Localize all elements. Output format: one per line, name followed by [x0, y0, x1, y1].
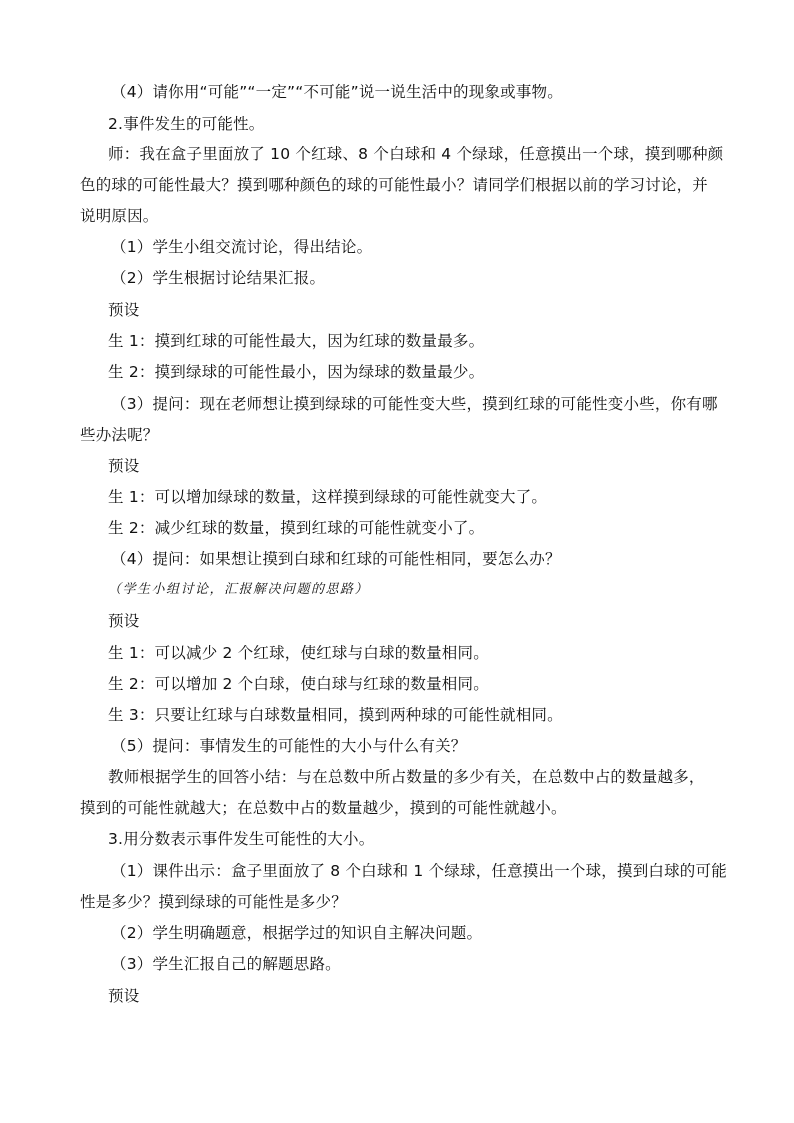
preset-label-4: 预设 — [108, 987, 140, 1005]
preset-label-1: 预设 — [108, 301, 140, 319]
step-2-solve-line: （2）学生明确题意，根据学过的知识自主解决问题。 — [111, 924, 483, 942]
student-answer-2a: 生 2：摸到绿球的可能性最小，因为绿球的数量最少。 — [108, 363, 485, 381]
courseware-line-2: 性是多少？摸到绿球的可能性是多少？ — [80, 893, 347, 911]
student-answer-1b: 生 1：可以增加绿球的数量，这样摸到绿球的可能性就变大了。 — [108, 488, 548, 506]
paragraph-task-4-intro: （4）请你用“可能”“一定”“不可能”说一说生活中的现象或事物。 — [111, 83, 563, 101]
question-5-line: （5）提问：事情发生的可能性的大小与什么有关？ — [111, 737, 467, 755]
section-heading-2: 2.事件发生的可能性。 — [108, 115, 265, 133]
student-answer-1a: 生 1：摸到红球的可能性最大，因为红球的数量最多。 — [108, 332, 485, 350]
teacher-question-line-3: 说明原因。 — [80, 207, 159, 225]
student-answer-2c: 生 2：可以增加 2 个白球，使白球与红球的数量相同。 — [108, 675, 489, 693]
section-heading-3: 3.用分数表示事件发生可能性的大小。 — [108, 830, 375, 848]
question-3-line-2: 些办法呢？ — [80, 426, 159, 444]
courseware-line-1: （1）课件出示：盒子里面放了 8 个白球和 1 个绿球，任意摸出一个球，摸到白球的可能 — [111, 862, 727, 880]
preset-label-2: 预设 — [108, 457, 140, 475]
question-4-line: （4）提问：如果想让摸到白球和红球的可能性相同，要怎么办？ — [111, 550, 561, 568]
step-1-line: （1）学生小组交流讨论，得出结论。 — [111, 238, 373, 256]
step-2-line: （2）学生根据讨论结果汇报。 — [111, 269, 326, 287]
preset-label-3: 预设 — [108, 612, 140, 630]
teacher-summary-line-1: 教师根据学生的回答小结：与在总数中所占数量的多少有关，在总数中占的数量越多， — [108, 768, 705, 786]
teacher-summary-line-2: 摸到的可能性就越大；在总数中占的数量越少，摸到的可能性就越小。 — [80, 799, 567, 817]
student-answer-2b: 生 2：减少红球的数量，摸到红球的可能性就变小了。 — [108, 519, 485, 537]
student-answer-3c: 生 3：只要让红球与白球数量相同，摸到两种球的可能性就相同。 — [108, 706, 563, 724]
student-answer-1c: 生 1：可以减少 2 个红球，使红球与白球的数量相同。 — [108, 644, 489, 662]
step-3-report-line: （3）学生汇报自己的解题思路。 — [111, 955, 341, 973]
teacher-question-line-1: 师：我在盒子里面放了 10 个红球、8 个白球和 4 个绿球，任意摸出一个球，摸到哪种颜 — [108, 145, 724, 163]
handwritten-style-note: （学生小组讨论，汇报解决问题的思路） — [108, 582, 370, 597]
teacher-question-line-2: 色的球的可能性最大？摸到哪种颜色的球的可能性最小？请同学们根据以前的学习讨论，并 — [80, 176, 709, 194]
question-3-line-1: （3）提问：现在老师想让摸到绿球的可能性变大些，摸到红球的可能性变小些，你有哪 — [111, 395, 718, 413]
